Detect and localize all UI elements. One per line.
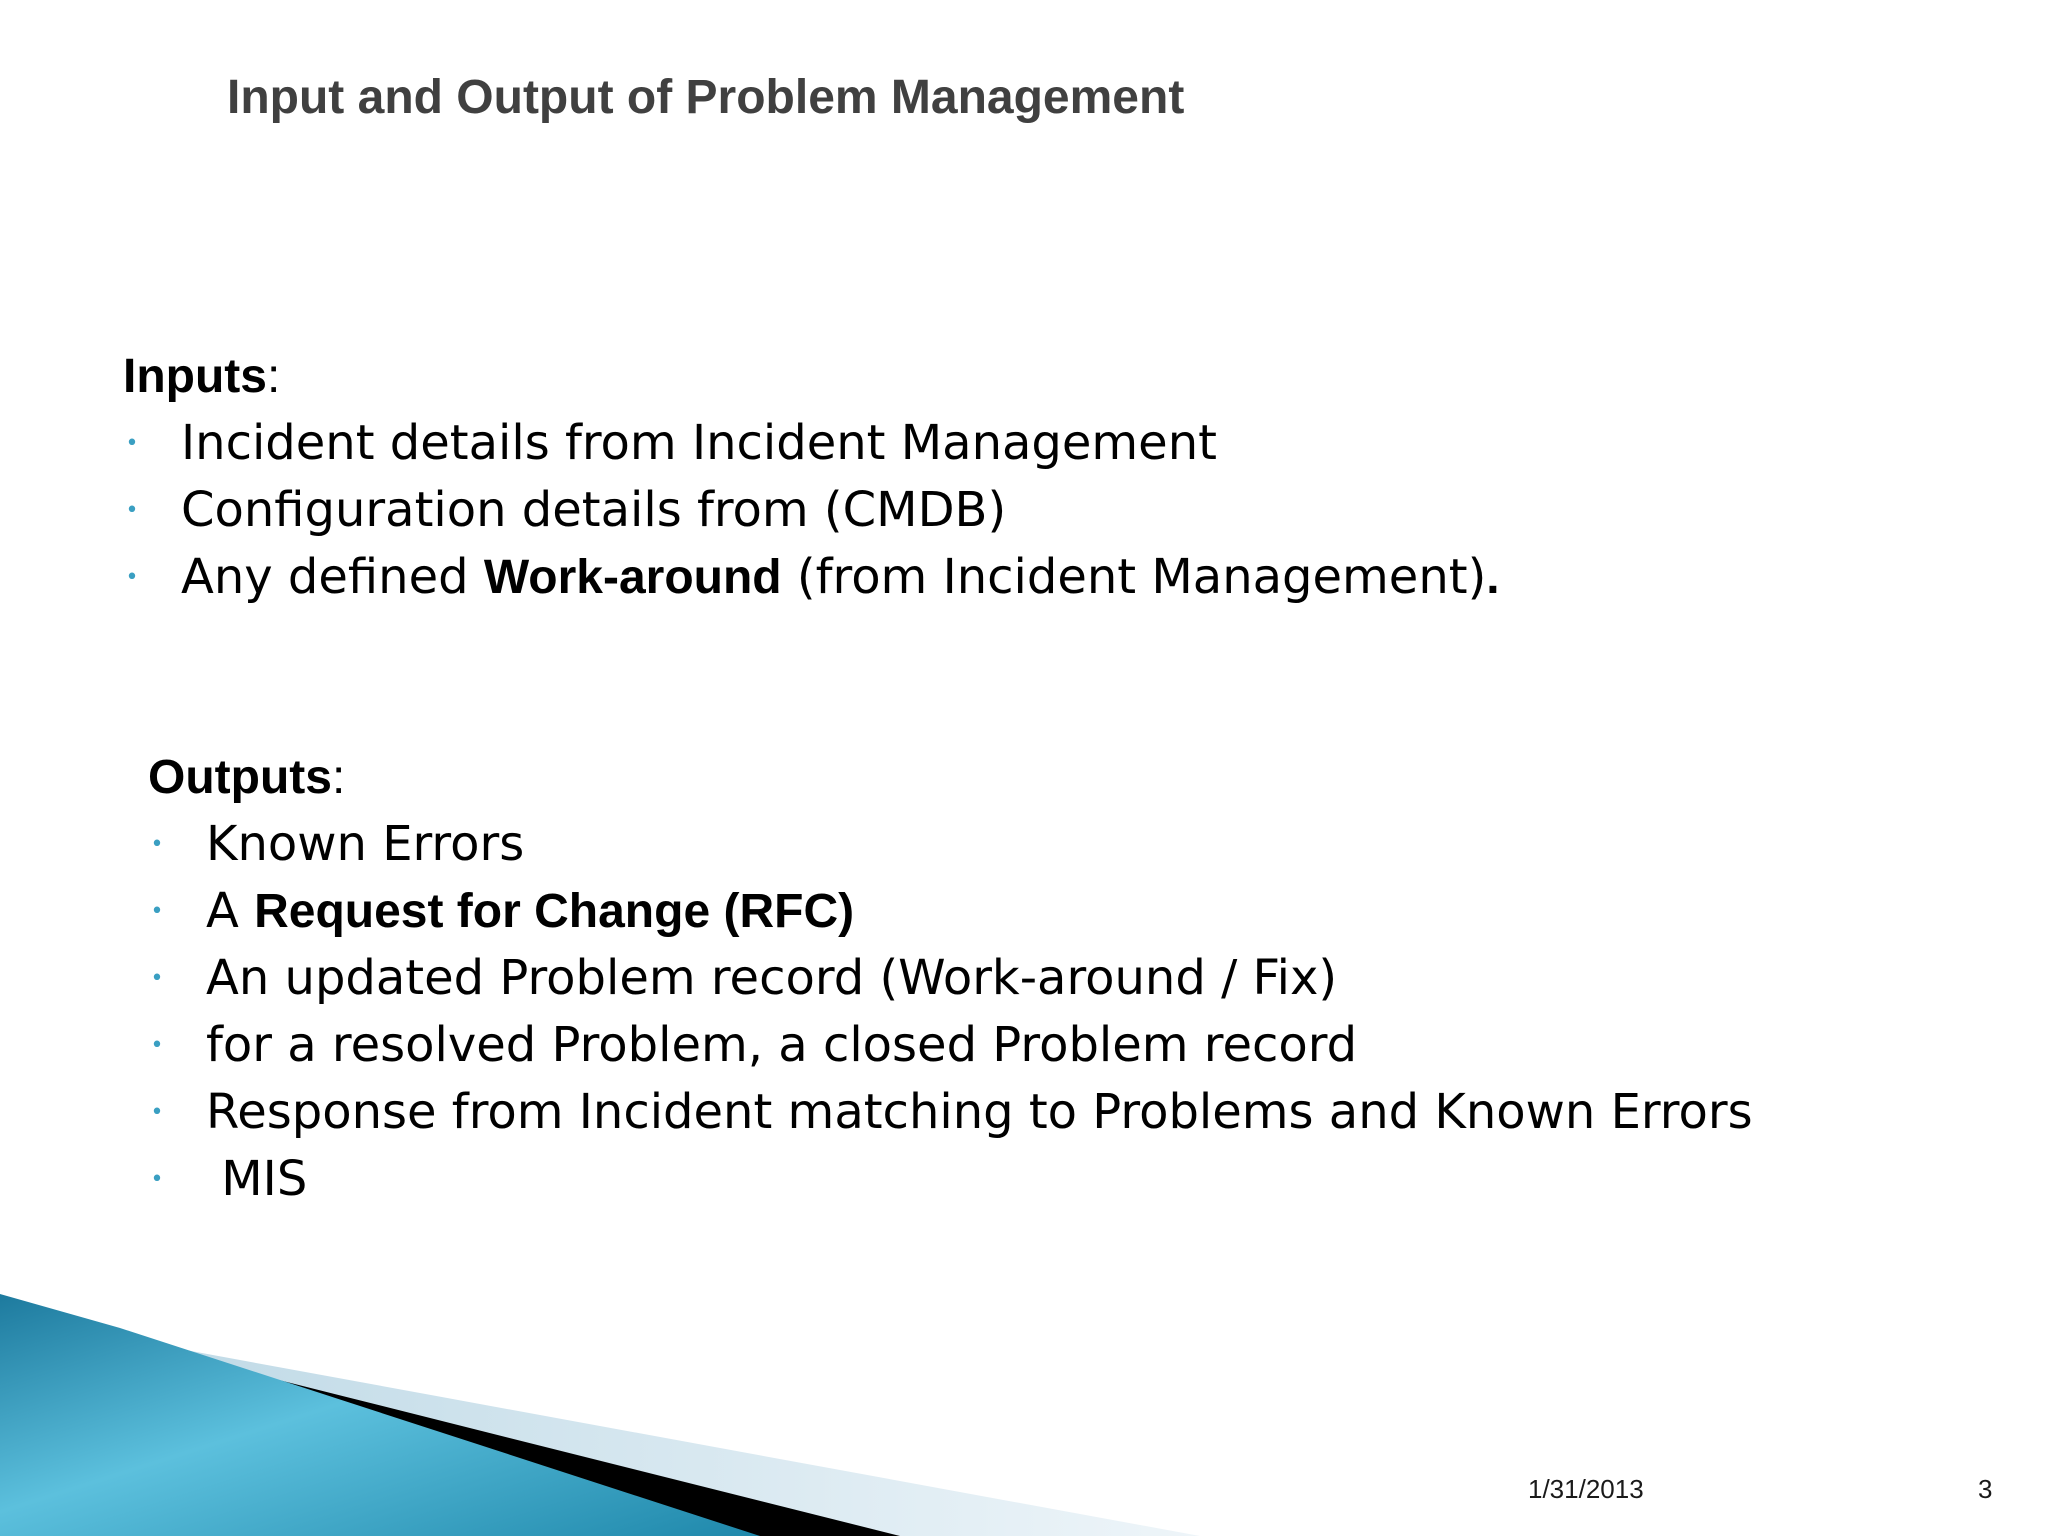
inputs-heading-text: Inputs	[123, 350, 267, 403]
teal-swoosh-shape	[0, 1294, 760, 1536]
bullet-icon: •	[125, 431, 139, 456]
list-item-text: Configuration details from (CMDB)	[181, 482, 1007, 538]
bullet-icon: •	[125, 565, 139, 590]
footer-page-number: 3	[1978, 1474, 1993, 1504]
footer-date: 1/31/2013	[1528, 1474, 1644, 1504]
list-item	[123, 544, 1500, 611]
list-item-tail: .	[1486, 551, 1500, 604]
bullet-icon: •	[150, 966, 164, 991]
list-item-suffix: (from Incident Management)	[781, 549, 1487, 605]
list-item-text: MIS	[206, 1151, 308, 1207]
outputs-heading	[148, 744, 1753, 811]
bullet-icon: •	[150, 1167, 164, 1192]
list-item-text: Incident details from Incident Management	[181, 415, 1217, 471]
bullet-icon: •	[150, 832, 164, 857]
list-item-text: for a resolved Problem, a closed Problem record	[206, 1017, 1358, 1073]
list-item-text: An updated Problem record (Work-around / Fix)	[206, 950, 1338, 1006]
inputs-heading	[123, 343, 1500, 410]
list-item	[148, 945, 1753, 1012]
inputs-section	[123, 343, 1500, 611]
bullet-icon: •	[150, 1100, 164, 1125]
corner-swoosh-decoration	[0, 1280, 2048, 1536]
list-item	[148, 1079, 1753, 1146]
list-item-text: Response from Incident matching to Problems and Known Errors	[206, 1084, 1753, 1140]
outputs-list	[148, 811, 1753, 1213]
bullet-icon: •	[150, 1033, 164, 1058]
list-item	[123, 477, 1500, 544]
inputs-heading-colon: :	[266, 350, 281, 403]
outputs-heading-text: Outputs	[148, 751, 332, 804]
list-item	[148, 1146, 1753, 1213]
inputs-list	[123, 410, 1500, 611]
outputs-section	[148, 744, 1753, 1213]
list-item	[148, 811, 1753, 878]
list-item-prefix: Any defined	[181, 549, 484, 605]
slide-title: Input and Output of Problem Management	[227, 71, 1185, 124]
list-item-bold-term: Work-around	[483, 551, 782, 604]
outputs-heading-colon: :	[331, 751, 346, 804]
list-item-prefix: A	[206, 883, 255, 939]
list-item	[123, 410, 1500, 477]
list-item	[148, 1012, 1753, 1079]
list-item-bold-term: Request for Change (RFC)	[254, 885, 855, 938]
list-item-text: Known Errors	[206, 816, 525, 872]
list-item	[148, 878, 1753, 945]
bullet-icon: •	[125, 498, 139, 523]
bullet-icon: •	[150, 899, 164, 924]
